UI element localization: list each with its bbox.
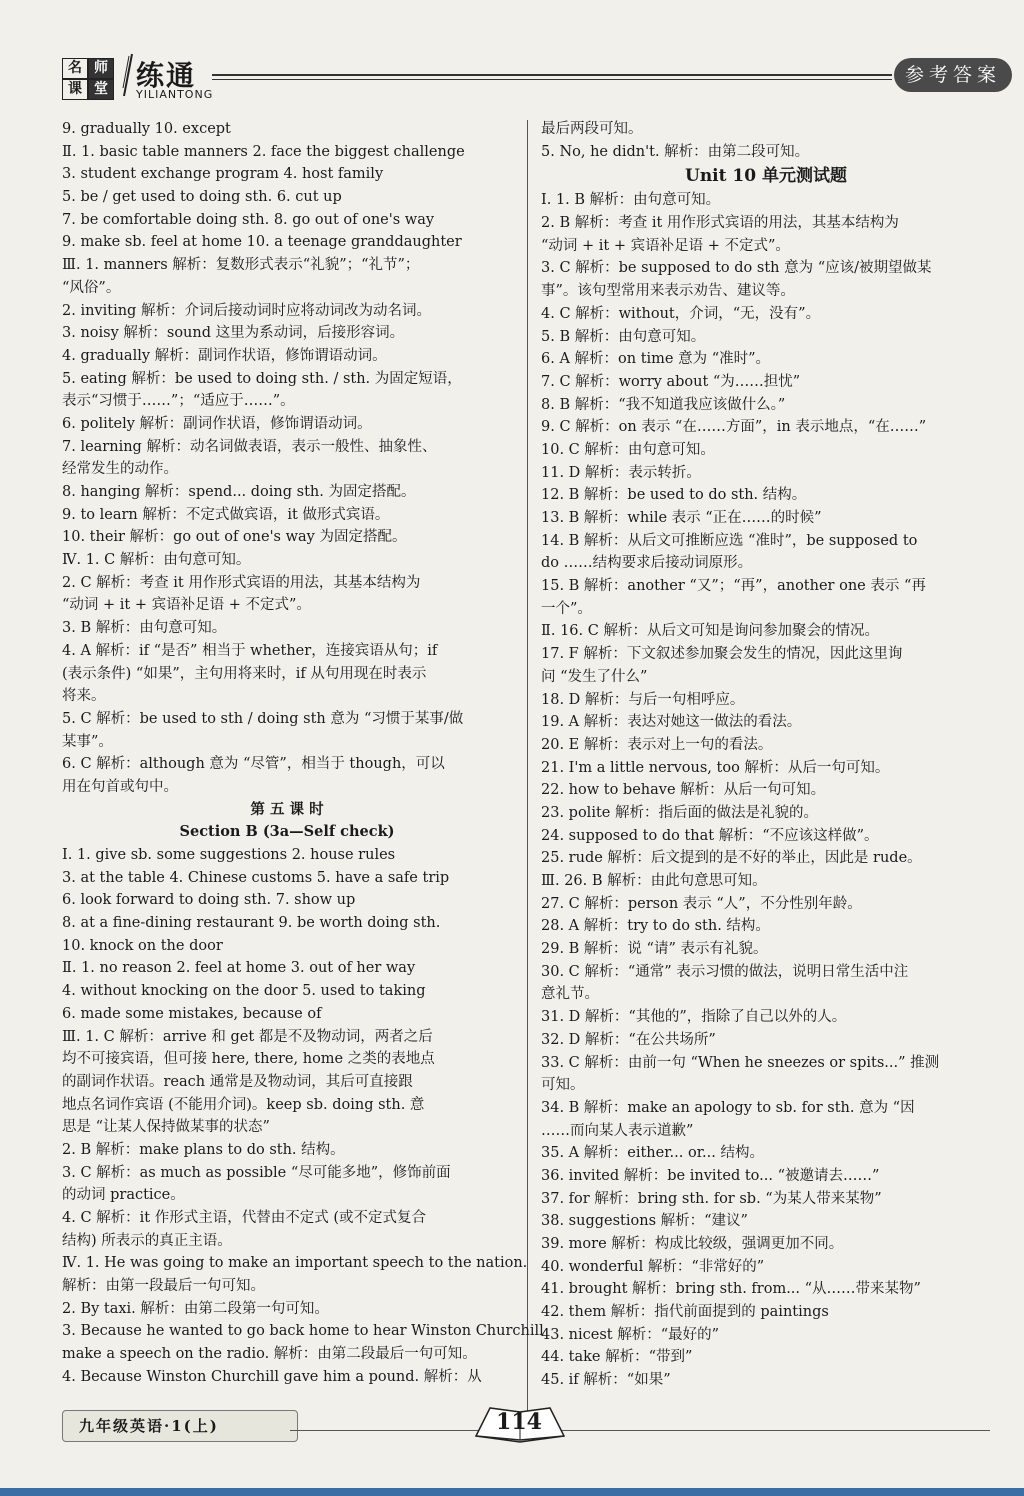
answer-line: 2. B 解析：make plans to do sth. 结构。 [62, 1141, 345, 1158]
answer-line: 41. brought 解析：bring sth. from... “从……带来某物” [541, 1281, 921, 1298]
answer-line: 3. noisy 解析：sound 这里为系动词，后接形容词。 [62, 325, 405, 342]
answer-line: 3. Because he wanted to go back home to hear Winston Churchill [62, 1323, 544, 1340]
right-column [541, 118, 991, 1392]
answer-line: 22. how to behave 解析：从后一句可知。 [541, 782, 826, 799]
answer-line: 地点名词作宾语 (不能用介词)。keep sb. doing sth. 意 [62, 1096, 425, 1113]
answer-line: “动词 + it + 宾语补足语 + 不定式”。 [541, 237, 790, 254]
answer-line: 意礼节。 [541, 986, 599, 1003]
answer-line: 29. B 解析：说 “请” 表示有礼貌。 [541, 941, 768, 958]
answer-line: 8. B 解析：“我不知道我应该做什么。” [541, 396, 786, 413]
answer-line: 4. without knocking on the door 5. used to taking [62, 983, 426, 1000]
answer-line: 2. inviting 解析：介词后接动词时应将动词改为动名词。 [62, 302, 431, 319]
answer-line: 4. C 解析：it 作形式主语，代替由不定式 (或不定式复合 [62, 1210, 426, 1226]
answer-line: 2. By taxi. 解析：由第二段第一句可知。 [62, 1300, 329, 1317]
answer-line: 12. B 解析：be used to do sth. 结构。 [541, 487, 807, 504]
answer-line: 25. rude 解析：后文提到的是不好的举止，因此是 rude。 [541, 850, 922, 867]
lesson-heading: 第 五 课 时 [250, 800, 324, 818]
answer-line: 20. E 解析：表示对上一句的看法。 [541, 736, 773, 753]
answer-line: 结构) 所表示的真正主语。 [62, 1232, 232, 1249]
answer-line: 7. learning 解析：动名词做表语，表示一般性、抽象性、 [62, 438, 437, 455]
answer-line: 5. eating 解析：be used to doing sth. / sth. 为固定短语， [62, 370, 462, 387]
answer-line: 4. gradually 解析：副词作状语，修饰谓语动词。 [62, 347, 387, 364]
answer-line: 33. C 解析：由前一句 “When he sneezes or spits...” 推测 [541, 1054, 940, 1071]
answer-key-tag: 参考答案 [894, 58, 1012, 92]
answer-line: 10. their 解析：go out of one's way 为固定搭配。 [62, 529, 407, 546]
answer-line: 3. at the table 4. Chinese customs 5. have a safe trip [62, 869, 450, 886]
header-rule [212, 74, 892, 76]
answer-line: 4. Because Winston Churchill gave him a pound. 解析：从 [62, 1368, 482, 1385]
answer-line: 4. A 解析：if “是否” 相当于 whether，连接宾语从句；if [62, 642, 438, 659]
answer-line: “风俗”。 [62, 279, 121, 296]
answer-line: ……而向某人表示道歉” [541, 1122, 694, 1139]
answer-line: 17. F 解析：下文叙述参加聚会发生的情况，因此这里询 [541, 646, 903, 663]
answer-line: make a speech on the radio. 解析：由第二段最后一句可知。 [62, 1346, 477, 1363]
header-rule [212, 79, 892, 80]
answer-line: 9. to learn 解析：不定式做宾语，it 做形式宾语。 [62, 506, 390, 523]
answer-line: 4. C 解析：without，介词，“无，没有”。 [541, 305, 821, 322]
answer-line: 19. A 解析：表达对她这一做法的看法。 [541, 714, 802, 731]
answer-line: 均不可接宾语，但可接 here, there, home 之类的表地点 [62, 1051, 435, 1068]
answer-line: 14. B 解析：从后文可推断应选 “准时”，be supposed to [541, 532, 918, 549]
left-column [62, 118, 544, 1389]
answer-line: 3. student exchange program 4. host family [62, 166, 384, 183]
answer-line: 6. made some mistakes, because of [62, 1005, 322, 1022]
answer-line: 2. C 解析：考查 it 用作形式宾语的用法，其基本结构为 [62, 574, 421, 591]
logo [62, 58, 118, 100]
answer-line: 3. C 解析：as much as possible “尽可能多地”，修饰前面 [62, 1164, 451, 1181]
answer-line: 42. them 解析：指代前面提到的 paintings [541, 1304, 829, 1321]
section-heading: Section B (3a—Self check) [179, 823, 395, 841]
answer-line: Ⅲ. 1. manners 解析：复数形式表示“礼貌”；“礼节”； [62, 257, 420, 274]
answer-line: 将来。 [62, 688, 106, 705]
header [62, 52, 1001, 104]
answer-line: Ⅳ. 1. C 解析：由句意可知。 [62, 552, 251, 569]
answer-line: 27. C 解析：person 表示 “人”，不分性别年龄。 [541, 895, 862, 912]
logo-char: 课 [62, 79, 88, 100]
answer-line: 最后两段可知。 [541, 121, 643, 137]
logo-char: 堂 [88, 79, 114, 100]
brand-subtitle: YILIANTONG [136, 88, 214, 101]
answer-line: 3. B 解析：由句意可知。 [62, 620, 227, 637]
answer-line: 15. B 解析：another “又”；“再”，another one 表示 “再 [541, 578, 926, 595]
answer-line: Ⅱ. 1. basic table manners 2. face the biggest challenge [62, 143, 465, 160]
answer-line: Ⅰ. 1. give sb. some suggestions 2. house rules [62, 847, 396, 863]
answer-line: 3. C 解析：be supposed to do sth 意为 “应该/被期望做某 [541, 260, 932, 277]
answer-line: 34. B 解析：make an apology to sb. for sth. 意为 “因 [541, 1099, 915, 1116]
answer-line: 8. at a fine-dining restaurant 9. be worth doing sth. [62, 915, 441, 932]
answer-line: 36. invited 解析：be invited to... “被邀请去……” [541, 1167, 880, 1184]
answer-line: 6. C 解析：although 意为 “尽管”，相当于 though，可以 [62, 756, 445, 773]
answer-line: 表示“习惯于……”；“适应于……”。 [62, 393, 295, 410]
answer-line: 35. A 解析：either... or... 结构。 [541, 1145, 764, 1162]
page-number: 114 [496, 1409, 542, 1435]
answer-line: 40. wonderful 解析：“非常好的” [541, 1258, 765, 1275]
answer-line: 9. C 解析：on 表示 “在……方面”，in 表示地点，“在……” [541, 419, 927, 436]
answer-line: 9. make sb. feel at home 10. a teenage granddaughter [62, 234, 462, 251]
answer-line: (表示条件) “如果”，主句用将来时，if 从句用现在时表示 [62, 665, 427, 682]
answer-line: 21. I'm a little nervous, too 解析：从后一句可知。 [541, 759, 890, 776]
answer-line: 9. gradually 10. except [62, 121, 231, 137]
answer-line: 39. more 解析：构成比较级，强调更加不同。 [541, 1236, 844, 1252]
answer-line: 23. polite 解析：指后面的做法是礼貌的。 [541, 804, 818, 821]
answer-line: 28. A 解析：try to do sth. 结构。 [541, 918, 770, 935]
answer-line: 24. supposed to do that 解析：“不应该这样做”。 [541, 827, 879, 844]
answer-line: Ⅳ. 1. He was going to make an important speech to the nation. [62, 1255, 528, 1272]
answer-line: 6. A 解析：on time 意为 “准时”。 [541, 351, 771, 368]
answer-line: 11. D 解析：表示转折。 [541, 464, 701, 481]
answer-line: 30. C 解析：“通常” 表示习惯的做法，说明日常生活中注 [541, 963, 909, 980]
answer-line: 解析：由第一段最后一句可知。 [62, 1278, 265, 1295]
grade-label: 九年级英语·1(上) [62, 1410, 298, 1442]
answer-line: 31. D 解析：“其他的”，指除了自己以外的人。 [541, 1009, 847, 1026]
answer-line: 思是 “让某人保持做某事的状态” [62, 1119, 270, 1136]
answer-line: 38. suggestions 解析：“建议” [541, 1213, 748, 1230]
unit-test-title: Unit 10 单元测试题 [685, 166, 847, 187]
answer-line: 44. take 解析：“带到” [541, 1349, 693, 1366]
answer-line: Ⅲ. 26. B 解析：由此句意思可知。 [541, 873, 767, 889]
column-divider [527, 120, 528, 1420]
logo-char: 师 [88, 58, 114, 79]
brand-title: 练通 [136, 59, 197, 92]
answer-line: 2. B 解析：考查 it 用作形式宾语的用法，其基本结构为 [541, 215, 899, 232]
answer-line: Ⅰ. 1. B 解析：由句意可知。 [541, 192, 721, 209]
answer-line: 的动词 practice。 [62, 1187, 185, 1204]
logo-char: 名 [62, 58, 88, 79]
answer-line: 10. knock on the door [62, 937, 223, 954]
pen-icon [122, 52, 134, 98]
answer-line: 5. B 解析：由句意可知。 [541, 328, 706, 345]
answer-line: Ⅱ. 16. C 解析：从后文可知是询问参加聚会的情况。 [541, 623, 879, 640]
answer-line: 5. be / get used to doing sth. 6. cut up [62, 189, 342, 206]
answer-line: 43. nicest 解析：“最好的” [541, 1326, 720, 1343]
answer-line: 13. B 解析：while 表示 “正在……的时候” [541, 510, 822, 526]
answer-line: 37. for 解析：bring sth. for sb. “为某人带来某物” [541, 1190, 882, 1207]
answer-line: 5. No, he didn't. 解析：由第二段可知。 [541, 143, 810, 160]
answer-line: 6. politely 解析：副词作状语，修饰谓语动词。 [62, 415, 372, 432]
answer-line: 一个”。 [541, 600, 592, 617]
answer-line: 某事”。 [62, 733, 113, 750]
answer-line: 10. C 解析：由句意可知。 [541, 441, 715, 458]
answer-line: 32. D 解析：“在公共场所” [541, 1031, 716, 1048]
answer-line: 7. C 解析：worry about “为……担忧” [541, 373, 801, 390]
answer-line: 45. if 解析：“如果” [541, 1372, 671, 1389]
answer-line: Ⅲ. 1. C 解析：arrive 和 get 都是不及物动词，两者之后 [62, 1028, 433, 1045]
bottom-edge [0, 1488, 1024, 1496]
answer-line: 可知。 [541, 1077, 585, 1094]
answer-line: 8. hanging 解析：spend... doing sth. 为固定搭配。 [62, 484, 416, 500]
answer-line: “动词 + it + 宾语补足语 + 不定式”。 [62, 597, 311, 614]
answer-line: Ⅱ. 1. no reason 2. feel at home 3. out of her way [62, 960, 416, 977]
answer-line: 18. D 解析：与后一句相呼应。 [541, 691, 745, 708]
footer-rule [290, 1430, 990, 1431]
answer-line: 用在句首或句中。 [62, 778, 178, 795]
answer-line: 经常发生的动作。 [62, 461, 178, 478]
answer-line: 7. be comfortable doing sth. 8. go out of one's way [62, 211, 435, 228]
answer-line: 问 “发生了什么” [541, 668, 648, 685]
answer-line: 6. look forward to doing sth. 7. show up [62, 892, 356, 909]
answer-line: 的副词作状语。reach 通常是及物动词，其后可直接跟 [62, 1073, 413, 1090]
answer-line: 5. C 解析：be used to sth / doing sth 意为 “习惯于某事/做 [62, 710, 464, 727]
answer-line: 事”。该句型常用来表示劝告、建议等。 [541, 283, 795, 300]
answer-line: do ……结构要求后接动词原形。 [541, 555, 753, 572]
